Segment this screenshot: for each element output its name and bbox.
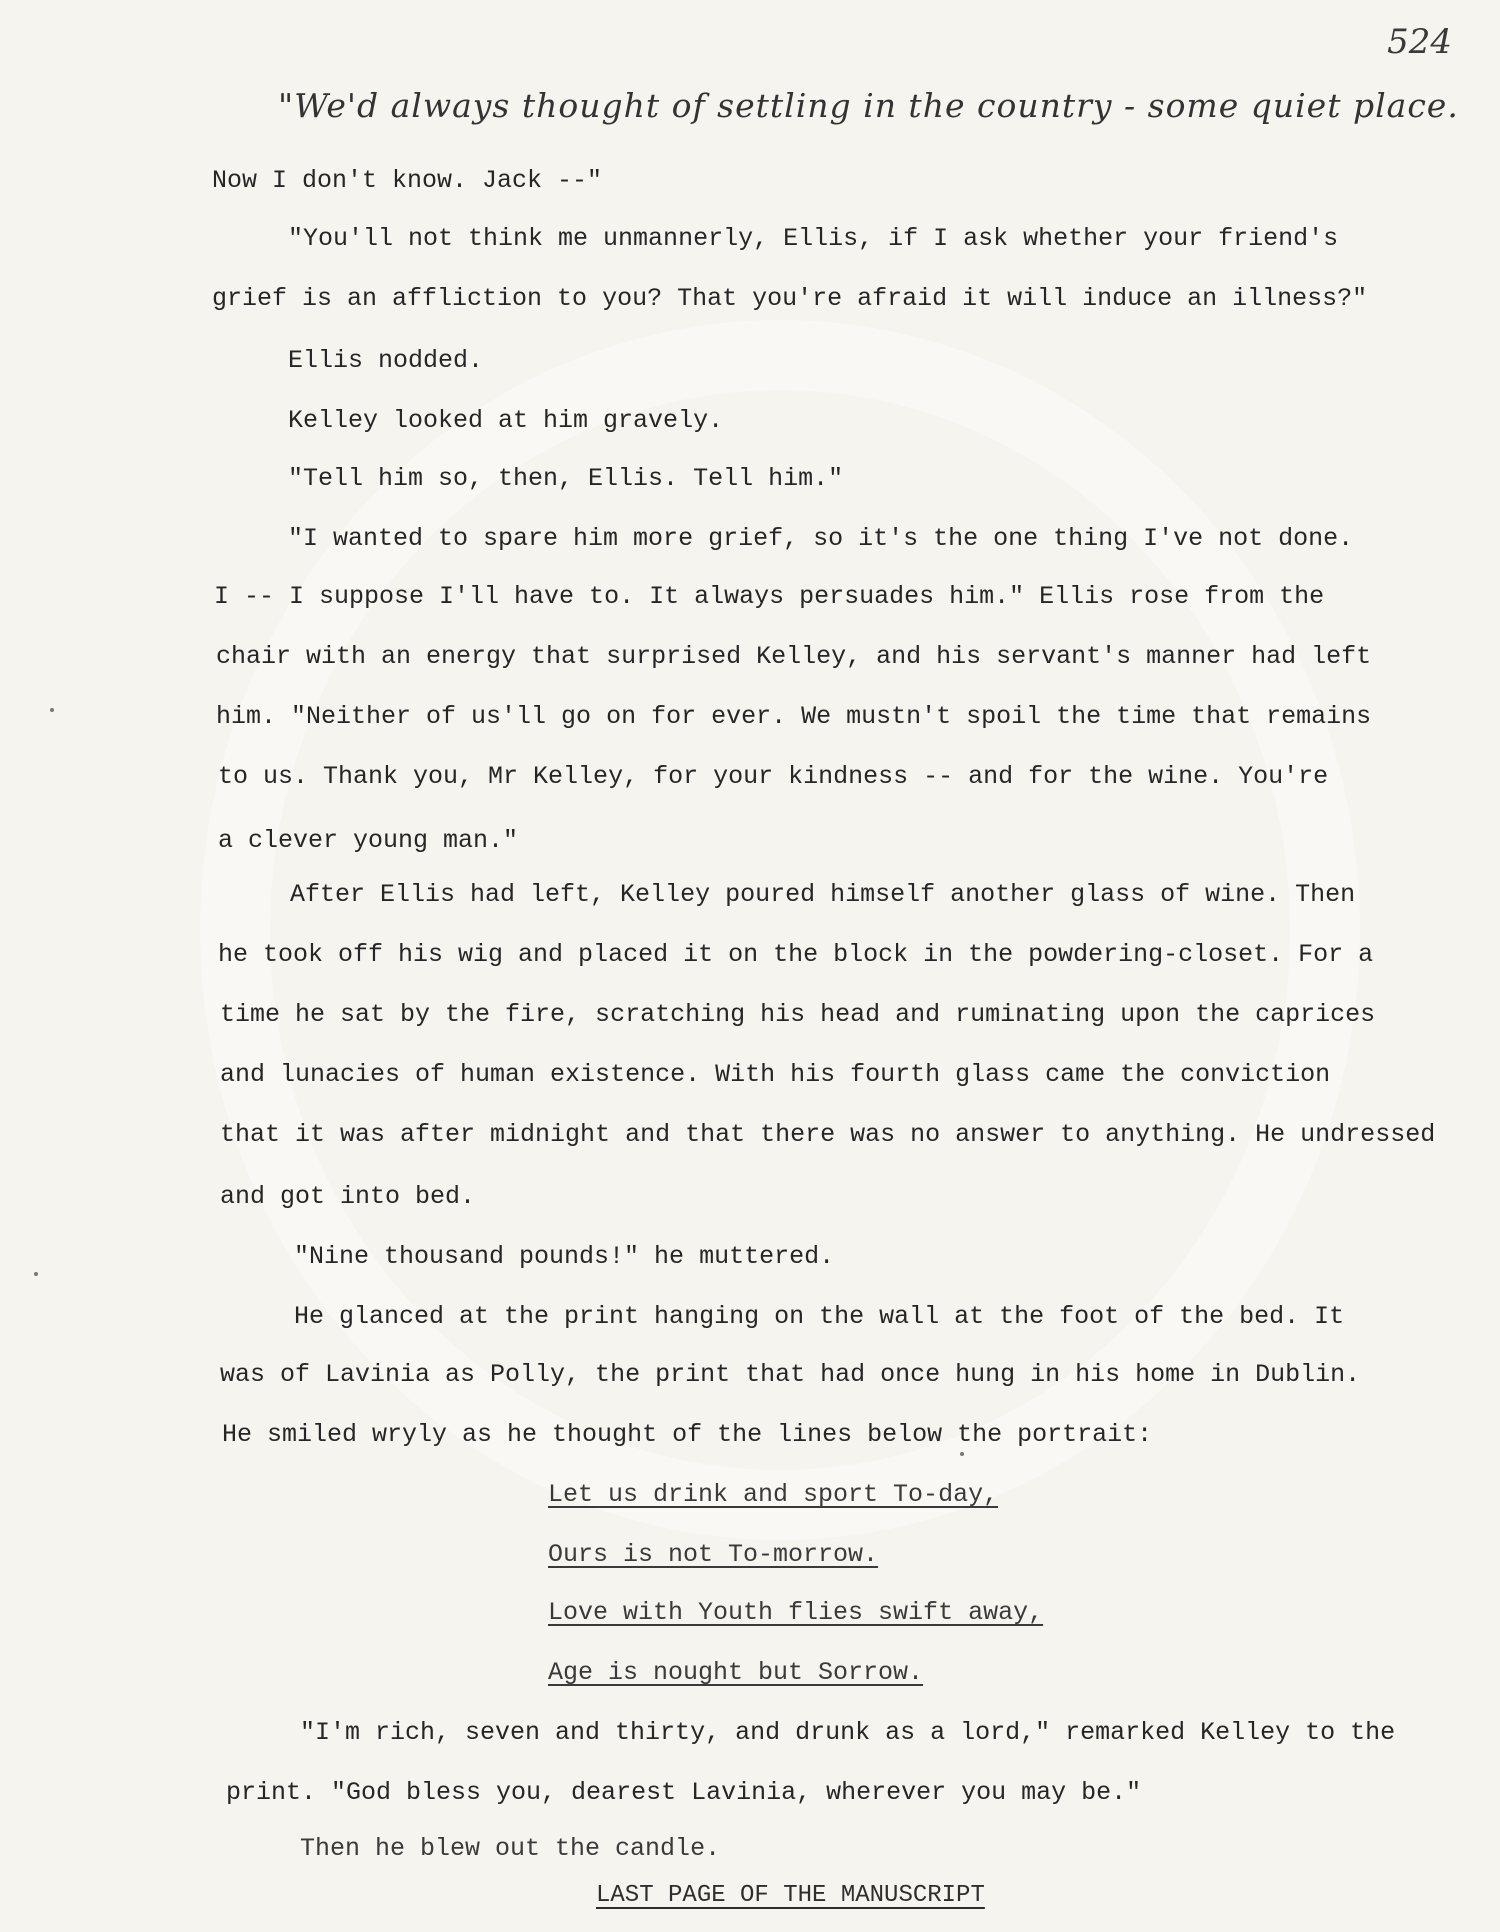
text-line: "Nine thousand pounds!" he muttered. (294, 1242, 835, 1271)
text-line: that it was after midnight and that there was no answer to anything. He undressed (220, 1120, 1436, 1149)
text-line: Ellis nodded. (288, 346, 484, 375)
paper-speck (34, 1272, 38, 1276)
text-line: and got into bed. (220, 1182, 476, 1211)
text-line: After Ellis had left, Kelley poured himself another glass of wine. Then (290, 880, 1356, 909)
text-line: He smiled wryly as he thought of the lines below the portrait: (222, 1420, 1153, 1449)
text-line: time he sat by the fire, scratching his head and ruminating upon the caprices (220, 1000, 1376, 1029)
paper-speck (50, 708, 54, 712)
text-line: he took off his wig and placed it on the block in the powdering-closet. For a (218, 940, 1374, 969)
text-line: Kelley looked at him gravely. (288, 406, 724, 435)
verse-line: Love with Youth flies swift away, (548, 1598, 1044, 1627)
text-line: to us. Thank you, Mr Kelley, for your kindness -- and for the wine. You're (218, 762, 1329, 791)
text-line: "I'm rich, seven and thirty, and drunk as a lord," remarked Kelley to the (300, 1718, 1396, 1747)
handwritten-annotation: "We'd always thought of settling in the country - some quiet place. (278, 86, 1459, 125)
text-line: grief is an affliction to you? That you're afraid it will induce an illness?" (212, 284, 1368, 313)
paper-speck (960, 1452, 964, 1456)
final-text-line: Then he blew out the candle. (300, 1834, 721, 1863)
verse-line: Ours is not To-morrow. (548, 1540, 879, 1569)
verse-line: Let us drink and sport To-day, (548, 1480, 999, 1509)
text-line: He glanced at the print hanging on the wall at the foot of the bed. It (294, 1302, 1345, 1331)
text-line: him. "Neither of us'll go on for ever. We mustn't spoil the time that remains (216, 702, 1372, 731)
text-line: "You'll not think me unmannerly, Ellis, if I ask whether your friend's (288, 224, 1339, 253)
page-number: 524 (1387, 22, 1452, 62)
text-line: a clever young man." (218, 826, 519, 855)
text-line: was of Lavinia as Polly, the print that had once hung in his home in Dublin. (220, 1360, 1361, 1389)
text-line: Now I don't know. Jack --" (212, 166, 603, 195)
verse-line: Age is nought but Sorrow. (548, 1658, 924, 1687)
text-line: and lunacies of human existence. With his fourth glass came the conviction (220, 1060, 1331, 1089)
text-line: print. "God bless you, dearest Lavinia, wherever you may be." (226, 1778, 1142, 1807)
last-page-note: LAST PAGE OF THE MANUSCRIPT (596, 1882, 985, 1909)
text-line: I -- I suppose I'll have to. It always persuades him." Ellis rose from the (214, 582, 1325, 611)
text-line: "I wanted to spare him more grief, so it's the one thing I've not done. (288, 524, 1354, 553)
paper-watermark (200, 320, 1360, 1540)
text-line: chair with an energy that surprised Kelley, and his servant's manner had left (216, 642, 1372, 671)
text-line: "Tell him so, then, Ellis. Tell him." (288, 464, 844, 493)
